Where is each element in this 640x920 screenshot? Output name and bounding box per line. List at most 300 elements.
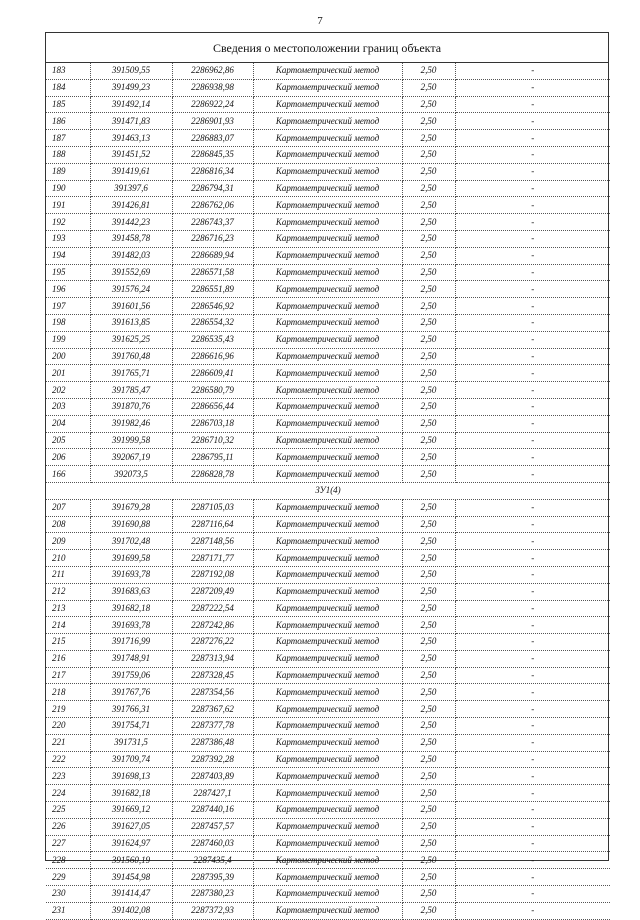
coord-y: 2286580,79 <box>172 382 253 399</box>
coord-y: 2286816,34 <box>172 163 253 180</box>
accuracy: 2,50 <box>402 550 455 567</box>
coord-y: 2287171,77 <box>172 550 253 567</box>
coord-x: 391709,74 <box>90 751 172 768</box>
coord-y: 2286762,06 <box>172 197 253 214</box>
coord-y: 2287372,93 <box>172 902 253 919</box>
accuracy: 2,50 <box>402 96 455 113</box>
point-number: 230 <box>46 886 90 903</box>
accuracy: 2,50 <box>402 449 455 466</box>
point-number: 228 <box>46 852 90 869</box>
point-number: 225 <box>46 802 90 819</box>
point-number: 183 <box>46 63 90 79</box>
method: Картометрический метод <box>253 382 402 399</box>
point-number: 226 <box>46 818 90 835</box>
coord-x: 392067,19 <box>90 449 172 466</box>
point-number: 195 <box>46 264 90 281</box>
table-row <box>46 533 610 550</box>
accuracy: 2,50 <box>402 331 455 348</box>
method: Картометрический метод <box>253 566 402 583</box>
table-row <box>46 130 610 147</box>
coord-y: 2287460,03 <box>172 835 253 852</box>
method: Картометрический метод <box>253 818 402 835</box>
description: - <box>455 852 610 869</box>
accuracy: 2,50 <box>402 499 455 516</box>
description: - <box>455 466 610 483</box>
method: Картометрический метод <box>253 264 402 281</box>
coord-x: 391702,48 <box>90 533 172 550</box>
coord-x: 391682,18 <box>90 600 172 617</box>
page-number: 7 <box>317 15 323 27</box>
coord-y: 2286689,94 <box>172 247 253 264</box>
coord-y: 2287457,57 <box>172 818 253 835</box>
section-header-group <box>46 482 610 499</box>
coord-x: 391509,55 <box>90 63 172 79</box>
coord-x: 391492,14 <box>90 96 172 113</box>
accuracy: 2,50 <box>402 516 455 533</box>
method: Картометрический метод <box>253 180 402 197</box>
method: Картометрический метод <box>253 785 402 802</box>
coord-y: 2286656,44 <box>172 398 253 415</box>
accuracy: 2,50 <box>402 886 455 903</box>
coord-y: 2286883,07 <box>172 130 253 147</box>
point-number: 197 <box>46 298 90 315</box>
description: - <box>455 902 610 919</box>
description: - <box>455 146 610 163</box>
coord-y: 2286962,86 <box>172 63 253 79</box>
description: - <box>455 365 610 382</box>
description: - <box>455 96 610 113</box>
point-number: 224 <box>46 785 90 802</box>
coord-y: 2286710,32 <box>172 432 253 449</box>
accuracy: 2,50 <box>402 818 455 835</box>
table-row <box>46 802 610 819</box>
table-body-part1 <box>46 63 610 482</box>
accuracy: 2,50 <box>402 617 455 634</box>
point-number: 194 <box>46 247 90 264</box>
description: - <box>455 583 610 600</box>
description: - <box>455 835 610 852</box>
point-number: 202 <box>46 382 90 399</box>
accuracy: 2,50 <box>402 264 455 281</box>
coord-x: 391458,78 <box>90 230 172 247</box>
coord-y: 2287392,28 <box>172 751 253 768</box>
table-row <box>46 214 610 231</box>
accuracy: 2,50 <box>402 63 455 79</box>
coord-y: 2286901,93 <box>172 113 253 130</box>
method: Картометрический метод <box>253 751 402 768</box>
coord-x: 391601,56 <box>90 298 172 315</box>
method: Картометрический метод <box>253 516 402 533</box>
point-number: 215 <box>46 634 90 651</box>
method: Картометрический метод <box>253 146 402 163</box>
point-number: 199 <box>46 331 90 348</box>
table-row <box>46 281 610 298</box>
table-row <box>46 583 610 600</box>
coordinates-table-frame <box>45 32 609 916</box>
method: Картометрический метод <box>253 432 402 449</box>
description: - <box>455 398 610 415</box>
coord-y: 2286938,98 <box>172 79 253 96</box>
point-number: 219 <box>46 701 90 718</box>
point-number: 218 <box>46 684 90 701</box>
point-number: 189 <box>46 163 90 180</box>
coord-x: 391454,98 <box>90 869 172 886</box>
point-number: 207 <box>46 499 90 516</box>
method: Картометрический метод <box>253 79 402 96</box>
point-number: 210 <box>46 550 90 567</box>
point-number: 231 <box>46 902 90 919</box>
table-row <box>46 634 610 651</box>
accuracy: 2,50 <box>402 230 455 247</box>
description: - <box>455 550 610 567</box>
coord-x: 391999,58 <box>90 432 172 449</box>
point-number: 186 <box>46 113 90 130</box>
table-row <box>46 415 610 432</box>
accuracy: 2,50 <box>402 684 455 701</box>
table-row <box>46 314 610 331</box>
table-row <box>46 146 610 163</box>
coord-x: 391759,06 <box>90 667 172 684</box>
point-number: 229 <box>46 869 90 886</box>
coord-x: 391471,83 <box>90 113 172 130</box>
coord-x: 391767,76 <box>90 684 172 701</box>
description: - <box>455 415 610 432</box>
coord-y: 2287403,89 <box>172 768 253 785</box>
point-number: 216 <box>46 650 90 667</box>
description: - <box>455 600 610 617</box>
point-number: 196 <box>46 281 90 298</box>
accuracy: 2,50 <box>402 281 455 298</box>
coord-x: 391748,91 <box>90 650 172 667</box>
coord-x: 392073,5 <box>90 466 172 483</box>
accuracy: 2,50 <box>402 583 455 600</box>
description: - <box>455 886 610 903</box>
coord-x: 391426,81 <box>90 197 172 214</box>
coord-y: 2287222,54 <box>172 600 253 617</box>
description: - <box>455 348 610 365</box>
method: Картометрический метод <box>253 667 402 684</box>
accuracy: 2,50 <box>402 415 455 432</box>
table-row <box>46 734 610 751</box>
description: - <box>455 264 610 281</box>
table-row <box>46 818 610 835</box>
coord-x: 391560,19 <box>90 852 172 869</box>
coord-x: 391613,85 <box>90 314 172 331</box>
method: Картометрический метод <box>253 869 402 886</box>
point-number: 204 <box>46 415 90 432</box>
method: Картометрический метод <box>253 415 402 432</box>
coord-x: 391982,46 <box>90 415 172 432</box>
accuracy: 2,50 <box>402 751 455 768</box>
table-row <box>46 886 610 903</box>
coord-y: 2287276,22 <box>172 634 253 651</box>
coord-y: 2287313,94 <box>172 650 253 667</box>
accuracy: 2,50 <box>402 298 455 315</box>
point-number: 203 <box>46 398 90 415</box>
method: Картометрический метод <box>253 886 402 903</box>
coord-x: 391785,47 <box>90 382 172 399</box>
coord-x: 391552,69 <box>90 264 172 281</box>
method: Картометрический метод <box>253 197 402 214</box>
table-row <box>46 550 610 567</box>
table-row <box>46 63 610 79</box>
coord-y: 2287380,23 <box>172 886 253 903</box>
description: - <box>455 63 610 79</box>
coord-y: 2287354,56 <box>172 684 253 701</box>
coord-x: 391754,71 <box>90 718 172 735</box>
description: - <box>455 247 610 264</box>
point-number: 208 <box>46 516 90 533</box>
description: - <box>455 281 610 298</box>
description: - <box>455 802 610 819</box>
coord-y: 2286616,96 <box>172 348 253 365</box>
method: Картометрический метод <box>253 600 402 617</box>
coord-x: 391693,78 <box>90 617 172 634</box>
coord-y: 2287435,4 <box>172 852 253 869</box>
description: - <box>455 432 610 449</box>
point-number: 222 <box>46 751 90 768</box>
table-row <box>46 768 610 785</box>
coord-y: 2287386,48 <box>172 734 253 751</box>
coord-x: 391669,12 <box>90 802 172 819</box>
point-number: 223 <box>46 768 90 785</box>
table-row <box>46 163 610 180</box>
table-title: Сведения о местоположении границ объекта <box>46 33 608 63</box>
table-row <box>46 600 610 617</box>
coord-x: 391682,18 <box>90 785 172 802</box>
description: - <box>455 768 610 785</box>
table-row <box>46 247 610 264</box>
accuracy: 2,50 <box>402 852 455 869</box>
description: - <box>455 331 610 348</box>
method: Картометрический метод <box>253 398 402 415</box>
method: Картометрический метод <box>253 466 402 483</box>
accuracy: 2,50 <box>402 398 455 415</box>
coord-y: 2287377,78 <box>172 718 253 735</box>
method: Картометрический метод <box>253 734 402 751</box>
accuracy: 2,50 <box>402 902 455 919</box>
coord-x: 391765,71 <box>90 365 172 382</box>
table-row <box>46 852 610 869</box>
description: - <box>455 650 610 667</box>
coord-x: 391690,88 <box>90 516 172 533</box>
method: Картометрический метод <box>253 718 402 735</box>
coord-x: 391698,13 <box>90 768 172 785</box>
accuracy: 2,50 <box>402 650 455 667</box>
point-number: 206 <box>46 449 90 466</box>
method: Картометрический метод <box>253 852 402 869</box>
coord-x: 391419,61 <box>90 163 172 180</box>
point-number: 185 <box>46 96 90 113</box>
coord-y: 2287116,64 <box>172 516 253 533</box>
description: - <box>455 499 610 516</box>
description: - <box>455 79 610 96</box>
description: - <box>455 163 610 180</box>
coord-x: 391716,99 <box>90 634 172 651</box>
table-row <box>46 264 610 281</box>
method: Картометрический метод <box>253 130 402 147</box>
accuracy: 2,50 <box>402 197 455 214</box>
accuracy: 2,50 <box>402 214 455 231</box>
table-row <box>46 835 610 852</box>
method: Картометрический метод <box>253 684 402 701</box>
accuracy: 2,50 <box>402 734 455 751</box>
point-number: 187 <box>46 130 90 147</box>
description: - <box>455 516 610 533</box>
coord-y: 2286609,41 <box>172 365 253 382</box>
table-row <box>46 566 610 583</box>
coord-x: 391699,58 <box>90 550 172 567</box>
description: - <box>455 533 610 550</box>
table-row <box>46 701 610 718</box>
method: Картометрический метод <box>253 331 402 348</box>
table-row <box>46 684 610 701</box>
description: - <box>455 382 610 399</box>
table-row <box>46 785 610 802</box>
table-row <box>46 516 610 533</box>
table-row <box>46 667 610 684</box>
description: - <box>455 449 610 466</box>
accuracy: 2,50 <box>402 566 455 583</box>
method: Картометрический метод <box>253 499 402 516</box>
coord-y: 2287395,39 <box>172 869 253 886</box>
accuracy: 2,50 <box>402 701 455 718</box>
accuracy: 2,50 <box>402 348 455 365</box>
description: - <box>455 130 610 147</box>
table-row <box>46 365 610 382</box>
coord-y: 2286551,89 <box>172 281 253 298</box>
description: - <box>455 566 610 583</box>
coord-y: 2287209,49 <box>172 583 253 600</box>
table-row <box>46 348 610 365</box>
method: Картометрический метод <box>253 768 402 785</box>
accuracy: 2,50 <box>402 113 455 130</box>
description: - <box>455 180 610 197</box>
description: - <box>455 734 610 751</box>
section-label: ЗУ1(4) <box>46 482 610 499</box>
table-row <box>46 382 610 399</box>
point-number: 188 <box>46 146 90 163</box>
method: Картометрический метод <box>253 617 402 634</box>
table-row <box>46 398 610 415</box>
coord-y: 2286703,18 <box>172 415 253 432</box>
coord-x: 391463,13 <box>90 130 172 147</box>
coord-x: 391576,24 <box>90 281 172 298</box>
method: Картометрический метод <box>253 298 402 315</box>
description: - <box>455 718 610 735</box>
description: - <box>455 684 610 701</box>
method: Картометрический метод <box>253 802 402 819</box>
section-row <box>46 482 610 499</box>
point-number: 209 <box>46 533 90 550</box>
description: - <box>455 818 610 835</box>
accuracy: 2,50 <box>402 835 455 852</box>
accuracy: 2,50 <box>402 600 455 617</box>
method: Картометрический метод <box>253 533 402 550</box>
description: - <box>455 314 610 331</box>
accuracy: 2,50 <box>402 247 455 264</box>
accuracy: 2,50 <box>402 466 455 483</box>
table-row <box>46 197 610 214</box>
description: - <box>455 751 610 768</box>
accuracy: 2,50 <box>402 79 455 96</box>
description: - <box>455 701 610 718</box>
method: Картометрический метод <box>253 583 402 600</box>
method: Картометрический метод <box>253 214 402 231</box>
method: Картометрический метод <box>253 634 402 651</box>
coord-y: 2286922,24 <box>172 96 253 113</box>
method: Картометрический метод <box>253 314 402 331</box>
accuracy: 2,50 <box>402 163 455 180</box>
table-body-part2 <box>46 499 610 919</box>
point-number: 191 <box>46 197 90 214</box>
point-number: 212 <box>46 583 90 600</box>
accuracy: 2,50 <box>402 130 455 147</box>
accuracy: 2,50 <box>402 533 455 550</box>
accuracy: 2,50 <box>402 785 455 802</box>
description: - <box>455 667 610 684</box>
table-row <box>46 113 610 130</box>
coord-x: 391402,08 <box>90 902 172 919</box>
point-number: 198 <box>46 314 90 331</box>
coord-y: 2287367,62 <box>172 701 253 718</box>
coord-x: 391414,47 <box>90 886 172 903</box>
coord-x: 391451,52 <box>90 146 172 163</box>
coord-x: 391397,6 <box>90 180 172 197</box>
point-number: 201 <box>46 365 90 382</box>
table-row <box>46 96 610 113</box>
coord-x: 391679,28 <box>90 499 172 516</box>
description: - <box>455 617 610 634</box>
method: Картометрический метод <box>253 365 402 382</box>
table-row <box>46 432 610 449</box>
point-number: 166 <box>46 466 90 483</box>
coord-y: 2287105,03 <box>172 499 253 516</box>
coord-y: 2287328,45 <box>172 667 253 684</box>
method: Картометрический метод <box>253 348 402 365</box>
table-row <box>46 180 610 197</box>
method: Картометрический метод <box>253 902 402 919</box>
point-number: 213 <box>46 600 90 617</box>
method: Картометрический метод <box>253 163 402 180</box>
point-number: 205 <box>46 432 90 449</box>
method: Картометрический метод <box>253 650 402 667</box>
point-number: 221 <box>46 734 90 751</box>
coord-x: 391625,25 <box>90 331 172 348</box>
method: Картометрический метод <box>253 113 402 130</box>
coord-x: 391731,5 <box>90 734 172 751</box>
coord-x: 391693,78 <box>90 566 172 583</box>
point-number: 220 <box>46 718 90 735</box>
description: - <box>455 230 610 247</box>
description: - <box>455 634 610 651</box>
description: - <box>455 214 610 231</box>
coord-y: 2286535,43 <box>172 331 253 348</box>
table-row <box>46 751 610 768</box>
accuracy: 2,50 <box>402 718 455 735</box>
method: Картометрический метод <box>253 63 402 79</box>
description: - <box>455 197 610 214</box>
accuracy: 2,50 <box>402 869 455 886</box>
coord-y: 2286845,35 <box>172 146 253 163</box>
table-row <box>46 331 610 348</box>
accuracy: 2,50 <box>402 314 455 331</box>
point-number: 193 <box>46 230 90 247</box>
method: Картометрический метод <box>253 96 402 113</box>
coord-y: 2286743,37 <box>172 214 253 231</box>
point-number: 211 <box>46 566 90 583</box>
coord-y: 2287148,56 <box>172 533 253 550</box>
